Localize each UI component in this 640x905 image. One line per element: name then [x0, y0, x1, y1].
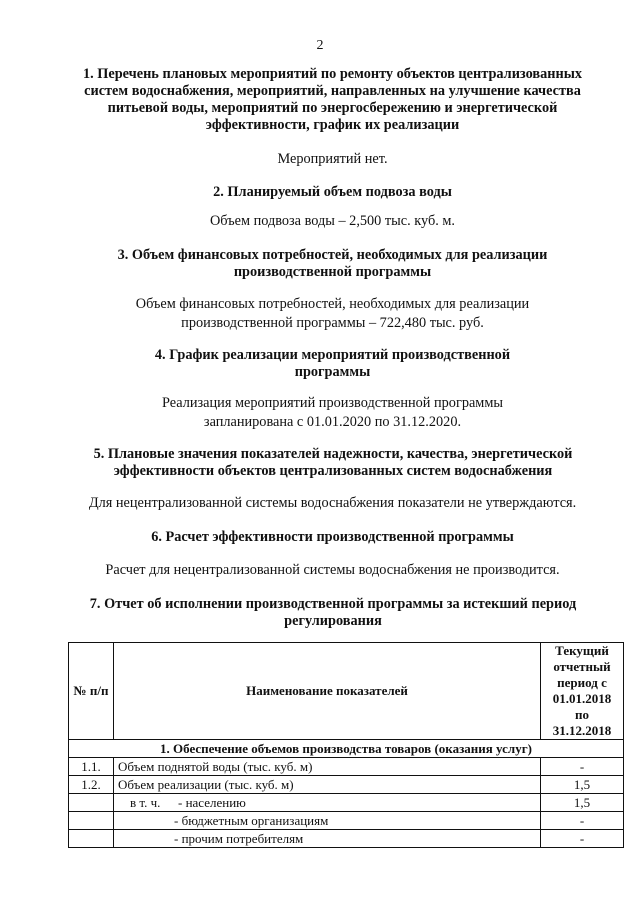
section-4-heading: 4. График реализации мероприятий производственной программы [154, 347, 511, 380]
row-name: Объем поднятой воды (тыс. куб. м) [114, 758, 541, 776]
table-row [69, 758, 624, 776]
header-period: Текущий отчетный период с 01.01.2018 по 31.12.2018 [541, 643, 624, 740]
row-name: Объем реализации (тыс. куб. м) [114, 776, 541, 794]
section-3-heading: 3. Объем финансовых потребностей, необходимых для реализации производственной программы [117, 247, 548, 280]
page-number: 2 [316, 38, 324, 53]
row-no [69, 812, 114, 830]
section-row: 1. Обеспечение объемов производства товаров (оказания услуг) [69, 740, 624, 758]
row-value: - [541, 812, 624, 830]
row-value: - [541, 830, 624, 848]
row-no [69, 794, 114, 812]
row-value: 1,5 [541, 776, 624, 794]
section-2-text: Объем подвоза воды – 2,500 тыс. куб. м. [209, 213, 456, 229]
section-6-text: Расчет для нецентрализованной системы водоснабжения не производится. [105, 562, 560, 578]
table-row [69, 830, 624, 848]
section-6-heading: 6. Расчет эффективности производственной программы [151, 529, 514, 545]
row-name: - бюджетным организациям [114, 812, 541, 830]
header-no: № п/п [69, 643, 114, 740]
row-value: - [541, 758, 624, 776]
section-5-heading: 5. Плановые значения показателей надежности, качества, энергетической эффективности объектов централизованных систем водоснабжения [93, 446, 573, 479]
row-name-text: - населению [178, 794, 246, 810]
row-name: - прочим потребителям [114, 830, 541, 848]
row-name [114, 794, 541, 812]
report-table [68, 642, 624, 848]
section-1-heading: 1. Перечень плановых мероприятий по ремонту объектов централизованных систем водоснабжения, мероприятий, направленных на улучшение качества питьевой воды, мероприятий по энергосбережению и энергетической эффективности, график их реализации [82, 66, 583, 133]
table-row [69, 812, 624, 830]
header-name: Наименование показателей [114, 643, 541, 740]
section-2-heading: 2. Планируемый объем подвоза воды [213, 184, 452, 200]
table-row [69, 776, 624, 794]
section-4-text: Реализация мероприятий производственной программы запланирована с 01.01.2020 по 31.12.2020. [161, 395, 504, 430]
table-row [69, 794, 624, 812]
row-no: 1.2. [69, 776, 114, 794]
row-no: 1.1. [69, 758, 114, 776]
section-7-heading: 7. Отчет об исполнении производственной программы за истекший период регулирования [89, 596, 577, 629]
row-value: 1,5 [541, 794, 624, 812]
section-3-text: Объем финансовых потребностей, необходимых для реализации производственной программы – 722,480 тыс. руб. [135, 296, 530, 331]
row-prefix: в т. ч. [130, 794, 161, 810]
section-1-text: Мероприятий нет. [277, 151, 388, 167]
section-5-text: Для нецентрализованной системы водоснабжения показатели не утверждаются. [88, 495, 577, 511]
row-no [69, 830, 114, 848]
